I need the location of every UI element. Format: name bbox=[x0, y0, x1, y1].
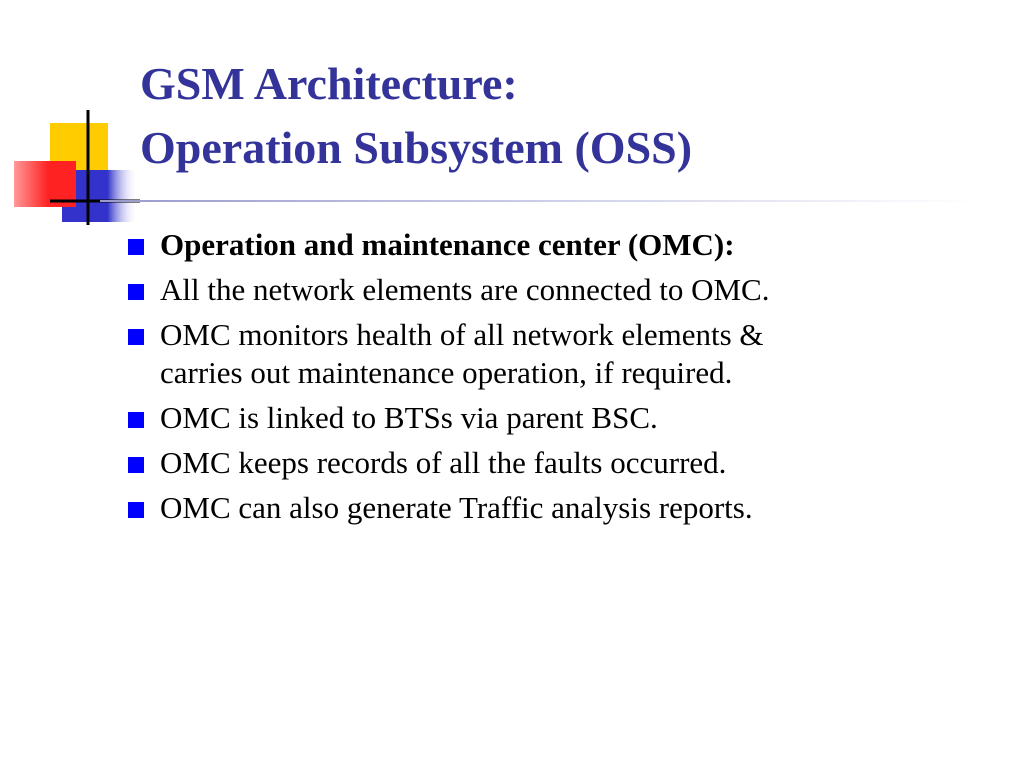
bullet-text: OMC monitors health of all network elements & carries out maintenance operation, if required. bbox=[160, 317, 764, 390]
title-underline bbox=[100, 200, 980, 202]
bullet-text: OMC can also generate Traffic analysis reports. bbox=[160, 490, 753, 525]
bullet-list bbox=[128, 226, 1008, 534]
slide-corner-decoration bbox=[0, 0, 160, 240]
bullet-item-fault-records bbox=[128, 444, 1008, 482]
bullet-item-omc-heading bbox=[128, 226, 1008, 264]
bullet-square-icon bbox=[128, 457, 144, 473]
bullet-text: OMC is linked to BTSs via parent BSC. bbox=[160, 400, 658, 435]
bullet-text: OMC keeps records of all the faults occurred. bbox=[160, 445, 727, 480]
bullet-text: All the network elements are connected to OMC. bbox=[160, 272, 770, 307]
bullet-item-traffic-reports bbox=[128, 489, 1008, 527]
bullet-text: Operation and maintenance center (OMC): bbox=[160, 227, 735, 262]
bullet-item-connected bbox=[128, 271, 1008, 309]
bullet-item-linked-bts bbox=[128, 399, 1008, 437]
bullet-square-icon bbox=[128, 284, 144, 300]
slide-title-line-1: GSM Architecture: bbox=[140, 58, 518, 109]
bullet-square-icon bbox=[128, 502, 144, 518]
bullet-square-icon bbox=[128, 239, 144, 255]
bullet-square-icon bbox=[128, 329, 144, 345]
bullet-square-icon bbox=[128, 412, 144, 428]
slide-title-line-2: Operation Subsystem (OSS) bbox=[140, 122, 693, 173]
slide-title bbox=[140, 52, 1000, 180]
bullet-item-monitors-health bbox=[128, 316, 1008, 392]
